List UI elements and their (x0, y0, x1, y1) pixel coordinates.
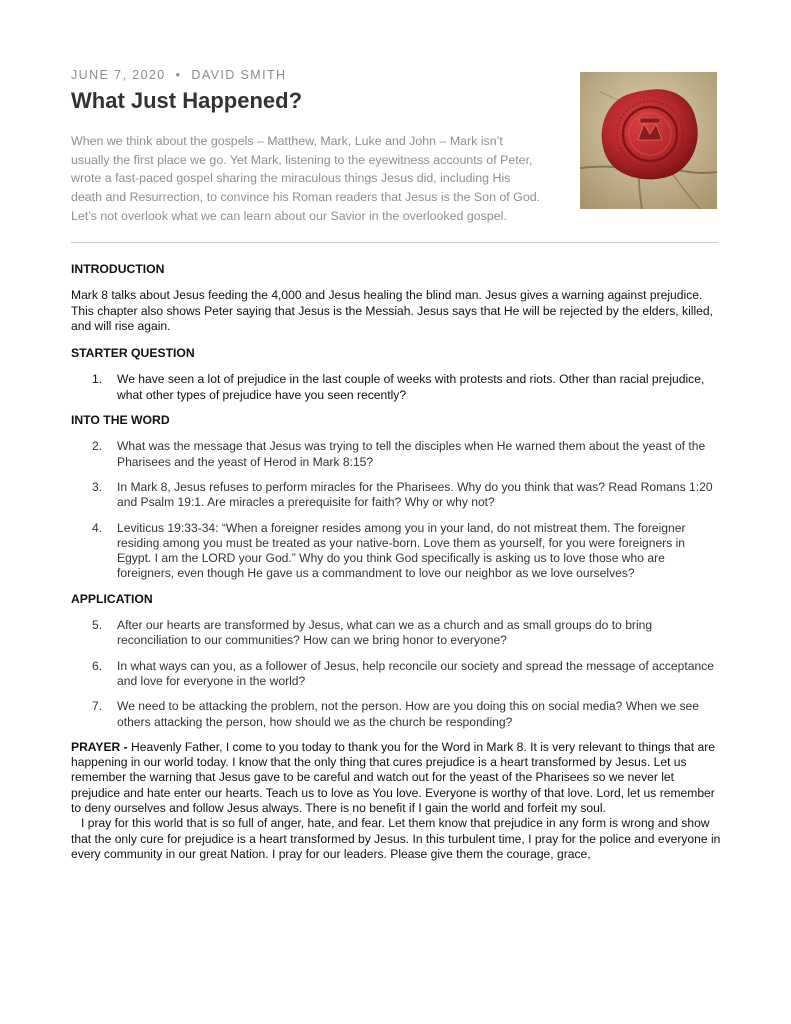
prayer-paragraph (71, 740, 721, 816)
question-text: What was the message that Jesus was trying to tell the disciples when He warned them about the yeast of the Pharisees and the yeast of Herod in Mark 8:15? (117, 439, 706, 469)
section-heading-application: APPLICATION (71, 591, 153, 606)
list-item (71, 480, 721, 511)
wax-seal-icon (580, 72, 717, 209)
prayer-text: Heavenly Father, I come to you today to thank you for the Word in Mark 8. It is very relevant to things that are happening in our world today. I know that the only thing that cures prejudice is a heart transformed by Jesus. Let us remember the warning that Jesus gave to be careful and watch out for the yeast of the Pharisees so we never let prejudice and hate enter our hearts. Teach us to love as You love. Everyone is worthy of that love. Lord, let us remember to deny ourselves and follow Jesus always. There is no benefit if I gain the world and forfeit my soul. (71, 739, 715, 816)
question-number: 3. (92, 479, 103, 494)
question-text: In Mark 8, Jesus refuses to perform miracles for the Pharisees. Why do you think that was? Read Romans 1:20 and Psalm 19:1. Are miracles a prerequisite for faith? Why or why not? (117, 479, 713, 510)
question-text: In what ways can you, as a follower of Jesus, help reconcile our society and spread the message of acceptance and love for everyone in the world? (117, 658, 714, 688)
section-heading-starter: STARTER QUESTION (71, 346, 195, 361)
starter-question-list (71, 372, 721, 403)
section-heading-introduction: INTRODUCTION (71, 262, 165, 276)
introduction-text: Mark 8 talks about Jesus feeding the 4,000 and Jesus healing the blind man. Jesus gives a warning against prejudice. This chapter also shows Peter saying that Jesus is the Messiah. Jesus says that He will be rejected by the elders, killed, and will rise again. (71, 288, 713, 333)
question-number: 7. (92, 699, 103, 714)
prayer-paragraph-continued: I pray for this world that is so full of anger, hate, and fear. Let them know that prejudice in any form is wrong and show that the only cure for prejudice is a heart transformed by Jesus. In this turbulent time, I pray for the police and everyone in every community in our great Nation. I pray for our leaders. Please give them the courage, grace, (71, 816, 721, 861)
question-number: 2. (92, 439, 103, 454)
question-number: 1. (92, 372, 103, 387)
list-item (71, 699, 721, 730)
article-meta (71, 68, 286, 82)
question-text: We have seen a lot of prejudice in the last couple of weeks with protests and riots. Other than racial prejudice, what other types of prejudice have you seen recently? (117, 372, 705, 402)
article-title: What Just Happened? (71, 88, 303, 113)
question-number: 4. (92, 520, 103, 535)
prayer-label: PRAYER - (71, 739, 128, 754)
list-item (71, 618, 721, 649)
article-author: DAVID SMITH (191, 68, 287, 82)
list-item (71, 372, 721, 403)
question-text: After our hearts are transformed by Jesus, what can we as a church and as small groups do to bring reconciliation to our communities? How can we bring honor to everyone? (117, 618, 653, 648)
question-number: 6. (92, 658, 103, 673)
question-number: 5. (92, 618, 103, 633)
application-question-list (71, 618, 721, 730)
study-guide-body (71, 262, 721, 862)
header-divider (71, 242, 718, 243)
meta-separator: • (175, 68, 182, 82)
article-lede: When we think about the gospels – Matthew, Mark, Luke and John – Mark isn’t usually the first place we go. Yet Mark, listening to the eyewitness accounts of Peter, wrote a fast-paced gospel sharing the miraculous things Jesus did, including His death and Resurrection, to convince his Roman readers that Jesus is the Son of God. Let’s not overlook what we can learn about our Savior in the overlooked gospel. (71, 134, 541, 223)
section-heading-into-the-word: INTO THE WORD (71, 413, 170, 428)
list-item (71, 439, 721, 470)
prayer-section (71, 740, 721, 862)
question-text: We need to be attacking the problem, not the person. How are you doing this on social media? When we see others attacking the person, how should we as the church be responding? (117, 699, 699, 729)
into-the-word-question-list (71, 439, 721, 581)
list-item (71, 521, 721, 582)
question-text: Leviticus 19:33-34: “When a foreigner resides among you in your land, do not mistreat them. The foreigner residing among you must be treated as your native-born. Love them as yourself, for you were foreigners in Egypt. I am the LORD your God.” Why do you think God specifically is asking us to love those who are foreigners, even though He gave us a commandment to love our neighbor as we love ourselves? (117, 520, 686, 581)
list-item (71, 659, 721, 690)
article-date: JUNE 7, 2020 (71, 68, 166, 82)
